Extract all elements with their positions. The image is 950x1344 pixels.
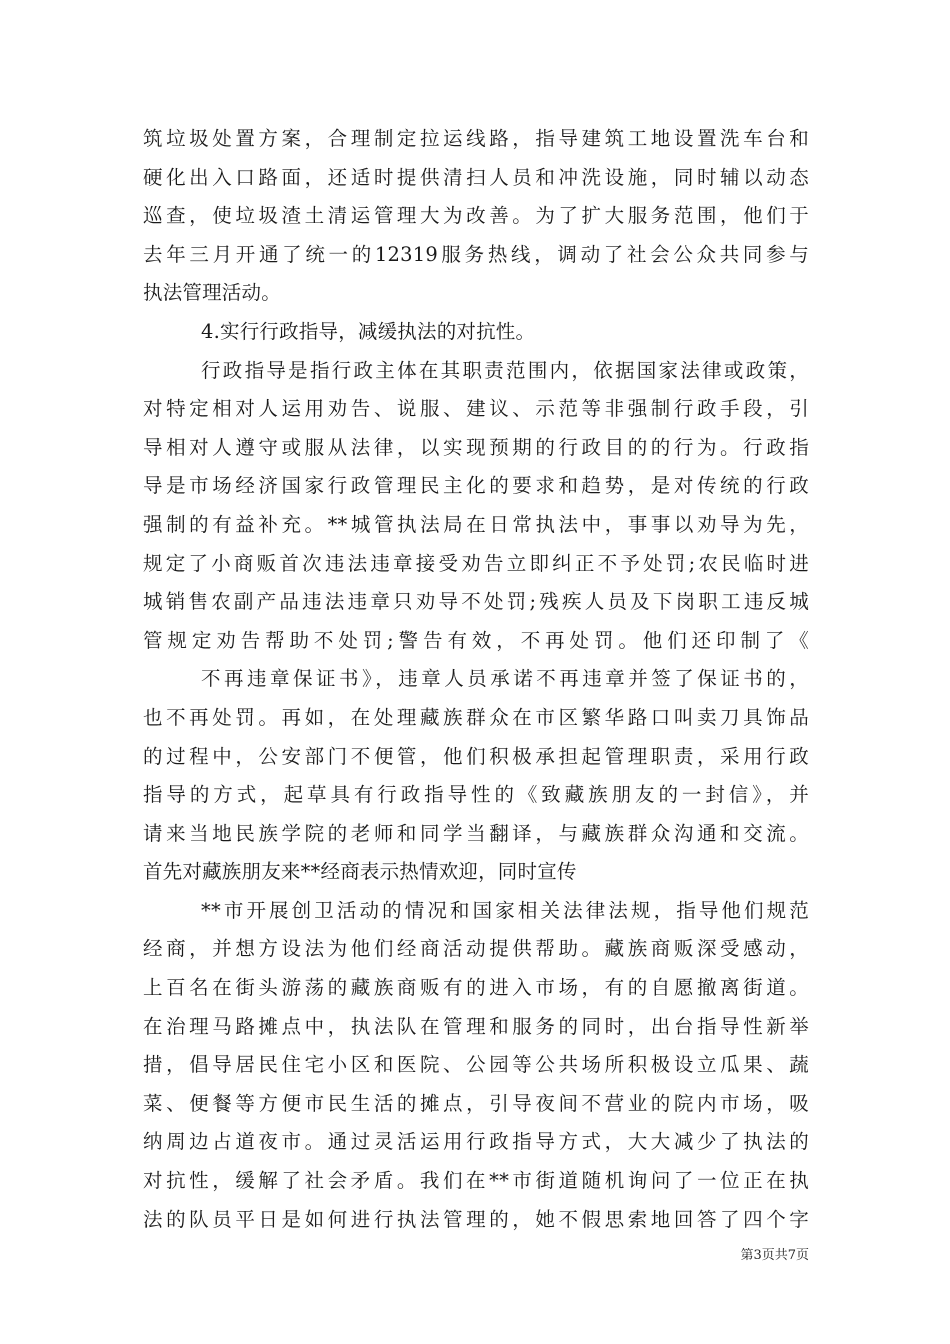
text-line: 对抗性，缓解了社会矛盾。我们在**市街道随机询问了一位正在执 [143,1169,809,1193]
text-line: 法的队员平日是如何进行执法管理的，她不假思索地回答了四个字 [143,1207,809,1231]
text-line: 城销售农副产品违法违章只劝导不处罚;残疾人员及下岗职工违反城 [143,590,809,614]
text-line: 强制的有益补充。**城管执法局在日常执法中，事事以劝导为先， [143,512,809,536]
text-line: 不再违章保证书》，违章人员承诺不再违章并签了保证书的， [201,667,809,691]
text-line: 首先对藏族朋友来**经商表示热情欢迎，同时宣传 [143,860,577,884]
text-line: 去年三月开通了统一的12319服务热线，调动了社会公众共同参与 [143,242,809,266]
text-line: 纳周边占道夜市。通过灵活运用行政指导方式，大大减少了执法的 [143,1130,809,1154]
text-line: 导是市场经济国家行政管理民主化的要求和趋势，是对传统的行政 [143,474,809,498]
text-line: 硬化出入口路面，还适时提供清扫人员和冲洗设施，同时辅以动态 [143,165,809,189]
text-line: 的过程中，公安部门不便管，他们积极承担起管理职责，采用行政 [143,744,809,768]
text-line: 请来当地民族学院的老师和同学当翻译，与藏族群众沟通和交流。 [143,821,809,845]
text-line: 管规定劝告帮助不处罚;警告有效，不再处罚。他们还印制了《 [143,628,809,652]
text-line: 经商，并想方设法为他们经商活动提供帮助。藏族商贩深受感动， [143,937,809,961]
text-line: 执法管理活动。 [143,281,281,305]
text-line: 巡查，使垃圾渣土清运管理大为改善。为了扩大服务范围，他们于 [143,204,809,228]
text-line: 措，倡导居民住宅小区和医院、公园等公共场所积极设立瓜果、蔬 [143,1053,809,1077]
text-line: 对特定相对人运用劝告、说服、建议、示范等非强制行政手段，引 [143,397,809,421]
text-line: 规定了小商贩首次违法违章接受劝告立即纠正不予处罚;农民临时进 [143,551,809,575]
text-line: 行政指导是指行政主体在其职责范围内，依据国家法律或政策， [201,358,809,382]
text-line: 上百名在街头游荡的藏族商贩有的进入市场，有的自愿撤离街道。 [143,976,809,1000]
page-number-footer: 第3页共7页 [740,1248,809,1263]
text-line: 筑垃圾处置方案，合理制定拉运线路，指导建筑工地设置洗车台和 [143,127,809,150]
text-line: 指导的方式，起草具有行政指导性的《致藏族朋友的一封信》，并 [143,783,809,807]
text-line: 在治理马路摊点中，执法队在管理和服务的同时，出台指导性新举 [143,1014,809,1038]
text-line: 菜、便餐等方便市民生活的摊点，引导夜间不营业的院内市场，吸 [143,1091,809,1115]
document-body [143,120,809,1239]
text-line: 也不再处罚。再如，在处理藏族群众在市区繁华路口叫卖刀具饰品 [143,705,809,729]
text-line: 导相对人遵守或服从法律，以实现预期的行政目的的行为。行政指 [143,435,809,459]
text-line: 4.实行行政指导，减缓执法的对抗性。 [201,319,536,343]
text-line: **市开展创卫活动的情况和国家相关法律法规，指导他们规范 [201,898,809,922]
